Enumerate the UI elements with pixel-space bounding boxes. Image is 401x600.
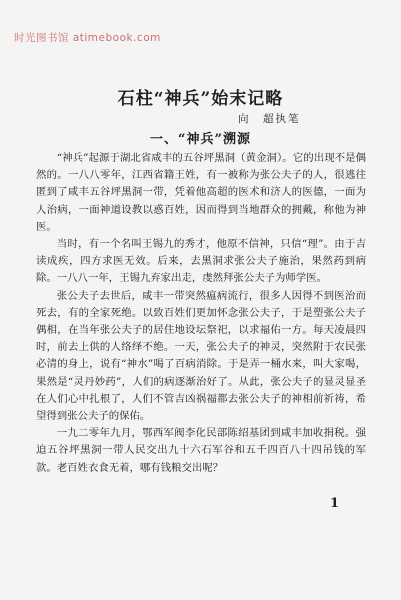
author-byline: 向 超执笔 (238, 113, 301, 125)
article-title: 石柱“神兵”始末记略 (117, 89, 284, 109)
section-heading: 一、“神兵”溯源 (150, 132, 251, 147)
paragraph: 当时，有一个名叫王锡九的秀才，他原不信神，只信“理”。由于吉读成疾，四方求医无效。后来，去黑洞求张公夫子施治，果然药到病除。一八八一年，王锡九弃家出走，虔然拜张公夫子为师学医。 (36, 238, 366, 285)
page-number: 1 (330, 496, 340, 511)
paragraph: 张公夫子去世后，咸丰一带突然瘟病流行，很多人因得不到医治而死去，有的全家死绝。以致百姓们更加怀念张公夫子，于是塑张公夫子偶相，在当年张公夫子的居住地设坛祭祀，以求福佑一方。每天凌晨四时，前去上供的人络绎不绝。一天，张公夫子的神灵，突然附于农民张必清的身上，说有“神水”喝了百病消除。于是弄一桶水来，叫大家喝，果然是“灵丹妙药”，人们的病逐渐治好了。从此，张公夫子的显灵显圣在人们心中扎根了，人们不管吉凶祸福都去张公夫子的神相前祈祷，希望得到张公夫子的保佑。 (36, 289, 366, 423)
watermark: 时光图书馆 atimebook.com (14, 32, 161, 44)
paragraph: 一九二零年九月，鄂西军阀李化民部陈绍基团到咸丰加收捐税。强迫五谷坪黑洞一带人民交出九十六石军谷和五千四百八十四吊钱的军款。老百姓衣食无着，哪有钱粮交出呢？ (36, 427, 366, 474)
paragraph: “神兵”起源于湖北省咸丰的五谷坪黑洞（黄金洞）。它的出现不是偶然的。一八八零年，江西省籍王姓，有一被称为张公夫子的人，很逃往匿到了咸丰五谷坪黑洞一带，凭着他高超的医术和济人的医德，一面为人治病，一面神道设教以惑百姓，因而得到当地群众的拥戴，称他为神医。 (36, 152, 366, 233)
article-body (36, 150, 366, 477)
